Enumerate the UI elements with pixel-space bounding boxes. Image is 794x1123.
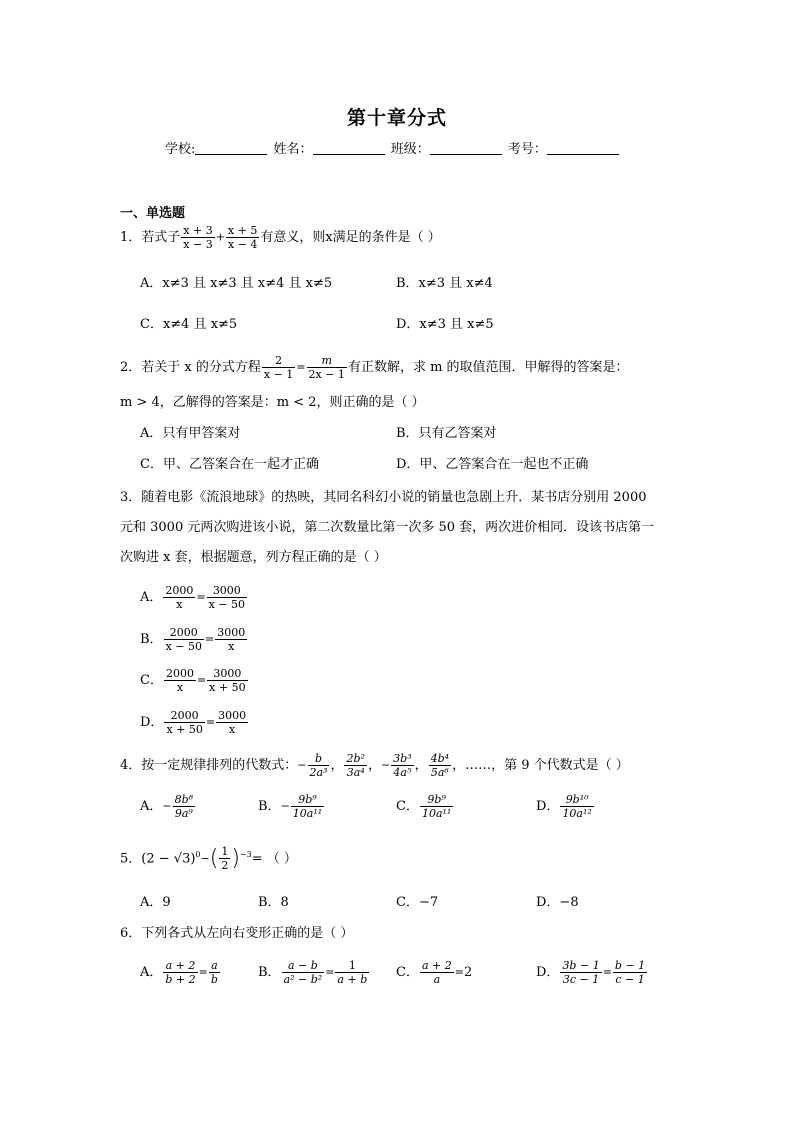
q6-option-b[interactable] — [258, 959, 370, 986]
school-label: 学校: — [165, 142, 196, 157]
q4-prefix: 4．按一定规律排列的代数式： — [120, 758, 298, 773]
q3-c-left-num: 2000 — [165, 667, 194, 680]
q3-b-eq: = — [204, 632, 215, 646]
q4-a-num: 8b⁸ — [174, 793, 194, 806]
q6-d-right-den: c − 1 — [615, 973, 645, 986]
q2-left-fraction — [262, 354, 295, 381]
q2-right-fraction — [307, 354, 347, 381]
q4-sep-3: ， — [414, 758, 428, 773]
q6-b-right-num: 1 — [335, 959, 369, 973]
q6-b-label: B． — [258, 965, 281, 980]
q6-option-c[interactable] — [396, 959, 472, 986]
question-2-line-2: m > 4，乙解得的答案是：m < 2，则正确的是（ ） — [120, 395, 425, 410]
question-1-stem — [120, 224, 441, 251]
q6-b-eq: = — [325, 965, 335, 979]
q4-t3-num: 3b³ — [393, 752, 412, 765]
q5-option-a[interactable]: A．9 — [140, 895, 171, 910]
q5-suffix: = （ ） — [251, 851, 297, 867]
q1-f1-numerator: x + 3 — [183, 224, 213, 237]
q3-option-d[interactable] — [140, 709, 249, 736]
q3-c-eq: = — [196, 673, 207, 687]
q3-a-label: A． — [140, 590, 163, 605]
q3-a-eq: = — [196, 590, 206, 604]
q6-d-left-num: 3b − 1 — [562, 959, 600, 972]
q3-a-left-num: 2000 — [165, 584, 194, 597]
q3-d-right-den: x — [228, 723, 236, 736]
section-heading: 一、单选题 — [120, 206, 186, 221]
question-4-stem — [120, 752, 629, 779]
q4-b-num: 9b⁹ — [291, 793, 324, 807]
q4-d-num: 9b¹⁰ — [560, 793, 593, 807]
q3-a-right-num: 3000 — [207, 584, 247, 598]
q1-suffix: 有意义，则x满足的条件是（ ） — [260, 230, 441, 245]
q5-left-paren: ( — [209, 845, 219, 871]
q6-a-label: A． — [140, 965, 163, 980]
q6-c-eq: = — [454, 965, 464, 979]
q3-c-right-den: x + 50 — [209, 681, 246, 694]
q3-b-left-num: 2000 — [164, 626, 204, 640]
q2-right-denominator: 2x − 1 — [308, 368, 345, 381]
q3-d-left — [164, 709, 204, 736]
q5-right-paren: ) — [231, 845, 240, 871]
q4-b-fraction — [291, 793, 324, 820]
q2-left-denominator: x − 1 — [263, 368, 294, 381]
q5-option-b[interactable]: B．8 — [258, 895, 289, 910]
number-blank[interactable] — [547, 142, 619, 155]
q6-c-label: C． — [396, 965, 419, 980]
q4-term-1 — [308, 752, 330, 779]
q4-t3-sign: − — [380, 758, 391, 772]
q6-d-right-num: b − 1 — [614, 959, 646, 972]
q6-a-right — [209, 959, 220, 986]
q4-c-num: 9b⁹ — [420, 793, 453, 807]
q6-b-left-num: a − b — [282, 959, 325, 973]
name-label: 姓名： — [273, 142, 313, 157]
q3-d-label: D． — [140, 715, 164, 730]
q4-sep-1: ， — [330, 758, 344, 773]
school-blank[interactable] — [195, 142, 267, 155]
q1-option-a[interactable]: A．x≠3 且 x≠3 且 x≠4 且 x≠5 — [140, 276, 333, 291]
q3-d-right — [216, 709, 248, 736]
q2-prefix: 2．若关于 x 的分式方程 — [120, 360, 261, 375]
q4-sep-2: ， — [367, 758, 381, 773]
question-3-line-3: 次购进 x 套，根据题意，列方程正确的是（ ） — [120, 550, 387, 565]
question-3-line-1: 3．随着电影《流浪地球》的热映，其同名科幻小说的销量也急剧上升．某书店分别用 2000 — [120, 490, 647, 505]
q1-fraction-2 — [226, 224, 259, 251]
q3-a-left — [163, 584, 195, 611]
question-6-stem: 6．下列各式从左向右变形正确的是（ ） — [120, 926, 354, 941]
q6-option-a[interactable] — [140, 959, 221, 986]
q3-b-right — [215, 626, 247, 653]
q5-exponent-1: 0 — [195, 850, 201, 859]
q4-t2-num: 2b² — [346, 752, 365, 765]
q6-d-label: D． — [536, 965, 560, 980]
q3-d-left-den: x + 50 — [166, 723, 203, 736]
name-blank[interactable] — [313, 142, 385, 155]
q4-d-fraction — [560, 793, 593, 820]
q5-half-den: 2 — [221, 859, 229, 873]
q3-d-right-num: 3000 — [218, 709, 247, 722]
q6-d-left — [560, 959, 601, 986]
q3-d-eq: = — [205, 715, 216, 729]
q4-a-fraction — [173, 793, 195, 820]
q5-half-num: 1 — [221, 845, 229, 859]
q3-c-right-num: 3000 — [207, 667, 247, 681]
q4-option-c[interactable] — [396, 793, 454, 820]
q6-a-right-num: a — [209, 959, 220, 973]
q6-b-right-den: a + b — [337, 973, 368, 986]
q1-fraction-1 — [181, 224, 214, 251]
q5-half — [219, 845, 230, 872]
question-2-stem — [120, 354, 629, 381]
q2-equals: = — [296, 360, 306, 374]
q5-option-d[interactable]: D．−8 — [536, 895, 579, 910]
q4-a-den: 9a⁹ — [174, 807, 193, 820]
q6-c-left-den: a — [433, 973, 441, 986]
q4-t1-den: 2a³ — [309, 766, 328, 779]
q4-d-label: D． — [536, 799, 560, 814]
q5-option-c[interactable]: C．−7 — [396, 895, 439, 910]
q4-suffix: ，……，第 9 个代数式是（ ） — [452, 758, 629, 773]
number-label: 考号： — [507, 142, 547, 157]
q6-c-left — [420, 959, 454, 986]
q4-option-d[interactable] — [536, 793, 595, 820]
q6-c-left-num: a + 2 — [421, 959, 452, 972]
q5-minus: − — [200, 851, 210, 865]
q6-d-right — [613, 959, 647, 986]
q6-a-left-num: a + 2 — [163, 959, 197, 973]
q3-c-left-den: x — [176, 681, 184, 694]
q4-b-den: 10a¹¹ — [292, 807, 323, 820]
q4-b-sign: − — [280, 799, 290, 813]
q1-option-b[interactable]: B．x≠3 且 x≠4 — [396, 276, 493, 291]
q2-left-numerator: 2 — [262, 354, 295, 368]
q4-t2-den: 3a⁴ — [346, 766, 365, 779]
q6-a-left — [163, 959, 197, 986]
q2-right-numerator: m — [307, 354, 347, 368]
q4-t1-sign: − — [297, 758, 307, 772]
q1-option-d[interactable]: D．x≠3 且 x≠5 — [396, 317, 494, 332]
q2-option-c[interactable]: C．甲、乙答案合在一起才正确 — [140, 457, 319, 472]
q4-b-label: B． — [258, 799, 281, 814]
q1-f1-denominator: x − 3 — [183, 238, 213, 251]
q6-b-right — [335, 959, 369, 986]
q3-a-right — [207, 584, 247, 611]
q3-b-left — [164, 626, 204, 653]
q2-option-a[interactable]: A．只有甲答案对 — [140, 426, 241, 441]
q3-c-left — [164, 667, 196, 694]
q4-t3-den: 4a⁵ — [393, 766, 412, 779]
q4-a-sign: − — [162, 799, 172, 813]
q2-option-d[interactable]: D．甲、乙答案合在一起也不正确 — [396, 457, 589, 472]
q1-option-c[interactable]: C．x≠4 且 x≠5 — [140, 317, 238, 332]
q4-t1-num: b — [308, 752, 330, 766]
q4-term-2 — [344, 752, 366, 779]
q4-term-3 — [391, 752, 413, 779]
q2-suffix: 有正数解，求 m 的取值范围．甲解得的答案是： — [347, 360, 629, 375]
q4-d-den: 10a¹² — [562, 807, 592, 820]
question-5-stem — [120, 845, 297, 872]
q4-c-fraction — [420, 793, 453, 820]
q5-prefix: 5． — [120, 851, 142, 867]
q6-c-rhs: 2 — [463, 965, 473, 980]
q1-prefix: 1．若式子 — [120, 230, 181, 245]
q4-c-den: 10a¹¹ — [421, 807, 452, 820]
q3-b-right-den: x — [228, 640, 235, 653]
page-title: 第十章分式 — [346, 107, 447, 129]
q5-exponent-2: −3 — [239, 850, 252, 859]
q3-b-label: B． — [140, 632, 163, 647]
q6-a-right-den: b — [210, 973, 218, 986]
q3-c-label: C． — [140, 673, 163, 688]
q4-option-a[interactable] — [140, 793, 196, 820]
q6-b-left-den: a² − b² — [283, 973, 323, 986]
class-label: 班级： — [390, 142, 430, 157]
class-blank[interactable] — [430, 142, 502, 155]
q4-a-label: A． — [140, 799, 163, 814]
q3-a-left-den: x — [176, 598, 183, 611]
q1-plus: + — [215, 230, 225, 244]
q1-f2-denominator: x − 4 — [227, 238, 258, 251]
q4-t4-den: 5a⁶ — [430, 766, 449, 779]
q6-b-left — [282, 959, 325, 986]
q6-d-left-den: 3c − 1 — [562, 973, 600, 986]
q3-option-b[interactable] — [140, 626, 248, 653]
q3-option-a[interactable] — [140, 584, 248, 611]
q4-c-label: C． — [396, 799, 419, 814]
q3-a-right-den: x − 50 — [208, 598, 246, 611]
q3-d-left-num: 2000 — [164, 709, 204, 723]
question-3-line-2: 元和 3000 元两次购进该小说，第二次数量比第一次多 50 套，两次进价相同．设该书店第一 — [120, 520, 655, 535]
q1-f2-numerator: x + 5 — [227, 224, 258, 237]
q6-a-left-den: b + 2 — [165, 973, 196, 986]
q3-b-left-den: x − 50 — [165, 640, 202, 653]
q6-a-eq: = — [198, 965, 208, 979]
q4-t4-num: 4b⁴ — [430, 752, 450, 765]
q3-b-right-num: 3000 — [217, 626, 246, 639]
q6-option-d[interactable] — [536, 959, 648, 986]
q5-base: (2 − √3) — [141, 851, 196, 867]
q2-option-b[interactable]: B．只有乙答案对 — [396, 426, 497, 441]
q6-d-eq: = — [602, 965, 612, 979]
q3-option-c[interactable] — [140, 667, 249, 694]
q4-term-4 — [429, 752, 451, 779]
student-info-row — [165, 138, 621, 157]
q4-option-b[interactable] — [258, 793, 325, 820]
q3-c-right — [207, 667, 247, 694]
